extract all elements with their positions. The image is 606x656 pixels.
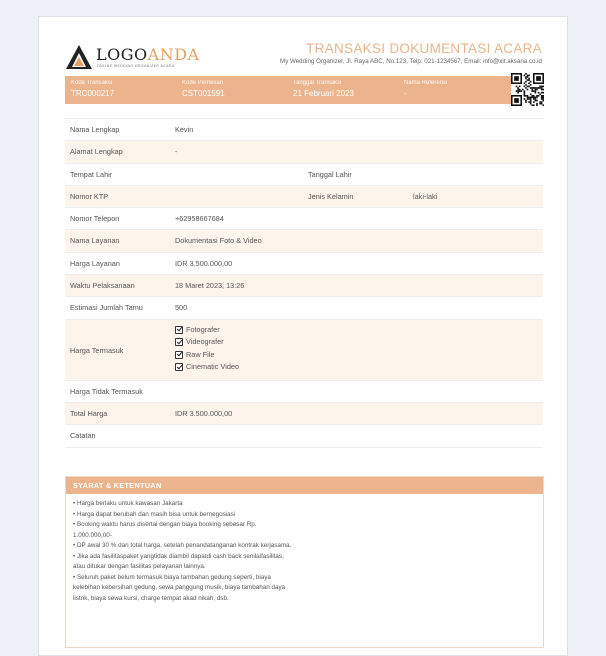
row-value: laki-laki [413, 191, 438, 201]
company-info: My Wedding Organizer, Jl. Raya ABC, No.123, Telp: 021-1234567, Email: info@xit.aksana.co.id [280, 58, 542, 65]
checkbox-checked-icon [175, 351, 183, 359]
customer-code: Kode Pemesan CST001591 [182, 80, 225, 98]
logo-tagline: ONLINE WEDDING ORGANIZER ACARA [97, 64, 175, 68]
table-row [65, 320, 543, 381]
included-item: Cinematic Video [175, 362, 239, 375]
row-label: Waktu Pelaksanaan [70, 281, 135, 291]
row-label: Alamat Lengkap [70, 147, 123, 157]
row-label: Harga Layanan [70, 258, 120, 268]
terms-line: • Jika ada fasilitaspaket yangtidak diambil dapatdi cash back senilaifasilitas, [73, 552, 284, 560]
table-row [65, 141, 543, 163]
table-row [65, 119, 543, 141]
row-label: Nama Lengkap [70, 125, 120, 134]
checkbox-checked-icon [175, 363, 183, 371]
included-items-list [175, 325, 239, 375]
table-row [65, 208, 543, 230]
logo-triangle-icon [66, 43, 94, 71]
row-value: +62958667684 [175, 214, 224, 224]
included-item: Videografer [175, 337, 239, 350]
terms-line: kelebihan kebersihan gedung, sewa panggung musik, biaya tambahan daya [73, 584, 286, 591]
terms-title: SYARAT & KETENTUAN [66, 477, 543, 494]
terms-line: • Harga berlaku untuk kawasan Jakarta [73, 500, 183, 507]
terms-line: atau ditukar dengan fasilitas pelayanan lainnya. [73, 563, 206, 570]
row-label: Total Harga [70, 408, 108, 418]
qr-code-icon [511, 73, 544, 106]
row-value: IDR 3.500.000,00 [175, 408, 233, 418]
table-row [65, 164, 543, 186]
document-title: TRANSAKSI DOKUMENTASI ACARA [306, 41, 542, 56]
row-value: 18 Maret 2023, 13:26 [175, 281, 245, 291]
transaction-code: Kode Transaksi TRC000217 [71, 80, 115, 98]
row-label: Nama Layanan [70, 236, 120, 246]
row-value: IDR 3.500.000,00 [175, 258, 233, 268]
terms-list [66, 494, 543, 605]
row-value: Kevin [175, 125, 194, 134]
logo-wordmark: LOGOANDA [96, 45, 200, 64]
included-item: Raw File [175, 350, 239, 363]
row-label: Harga Termasuk [70, 345, 124, 355]
row-value: - [175, 147, 178, 157]
terms-conditions-box [65, 476, 544, 648]
detail-table [65, 118, 543, 448]
checkbox-checked-icon [175, 338, 183, 346]
terms-line: • Harga dapat berubah dan masih bisa untuk bernegosiasi [73, 510, 236, 518]
table-row [65, 275, 543, 297]
document-header [66, 39, 542, 73]
table-row [65, 425, 543, 447]
table-row [65, 403, 543, 425]
terms-line: • Seluruh paket belum termasuk biaya tambahan gedung seperti, biaya [73, 573, 271, 581]
checkbox-checked-icon [175, 326, 183, 334]
row-label: Jenis Kelamin [308, 191, 354, 201]
document-page [38, 16, 568, 656]
row-label: Nomor Telepon [70, 214, 120, 224]
terms-line: 1.000.000,00- [73, 531, 112, 539]
transaction-summary-band [65, 76, 543, 104]
table-row [65, 253, 543, 275]
table-row [65, 186, 543, 208]
reference-name: Nama Referensi - [404, 80, 448, 98]
row-value: Dokumentasi Foto & Video [175, 236, 262, 246]
table-row [65, 230, 543, 252]
terms-line: • Booking waktu harus disertai dengan biaya booking sebesar Rp. [73, 521, 257, 528]
company-logo [66, 43, 206, 73]
terms-line: • DP awal 30 % dari total harga, setelah penandatanganan kontrak kerjasama. [73, 542, 292, 549]
row-label: Catatan [70, 431, 96, 441]
row-value: 500 [175, 303, 188, 313]
table-row [65, 381, 543, 403]
row-label: Tanggal Lahir [308, 169, 352, 179]
row-label: Tempat Lahir [70, 169, 113, 179]
row-label: Nomor KTP [70, 191, 109, 201]
row-label: Harga Tidak Termasuk [70, 386, 143, 396]
terms-line: listrik, biaya sewa kursi, charge tempat akad nikah, dsb. [73, 594, 229, 602]
transaction-date: Tanggal Transaksi 21 Februari 2023 [293, 80, 354, 98]
table-row [65, 297, 543, 319]
included-item: Fotografer [175, 325, 239, 338]
row-label: Estimasi Jumlah Tamu [70, 303, 143, 313]
